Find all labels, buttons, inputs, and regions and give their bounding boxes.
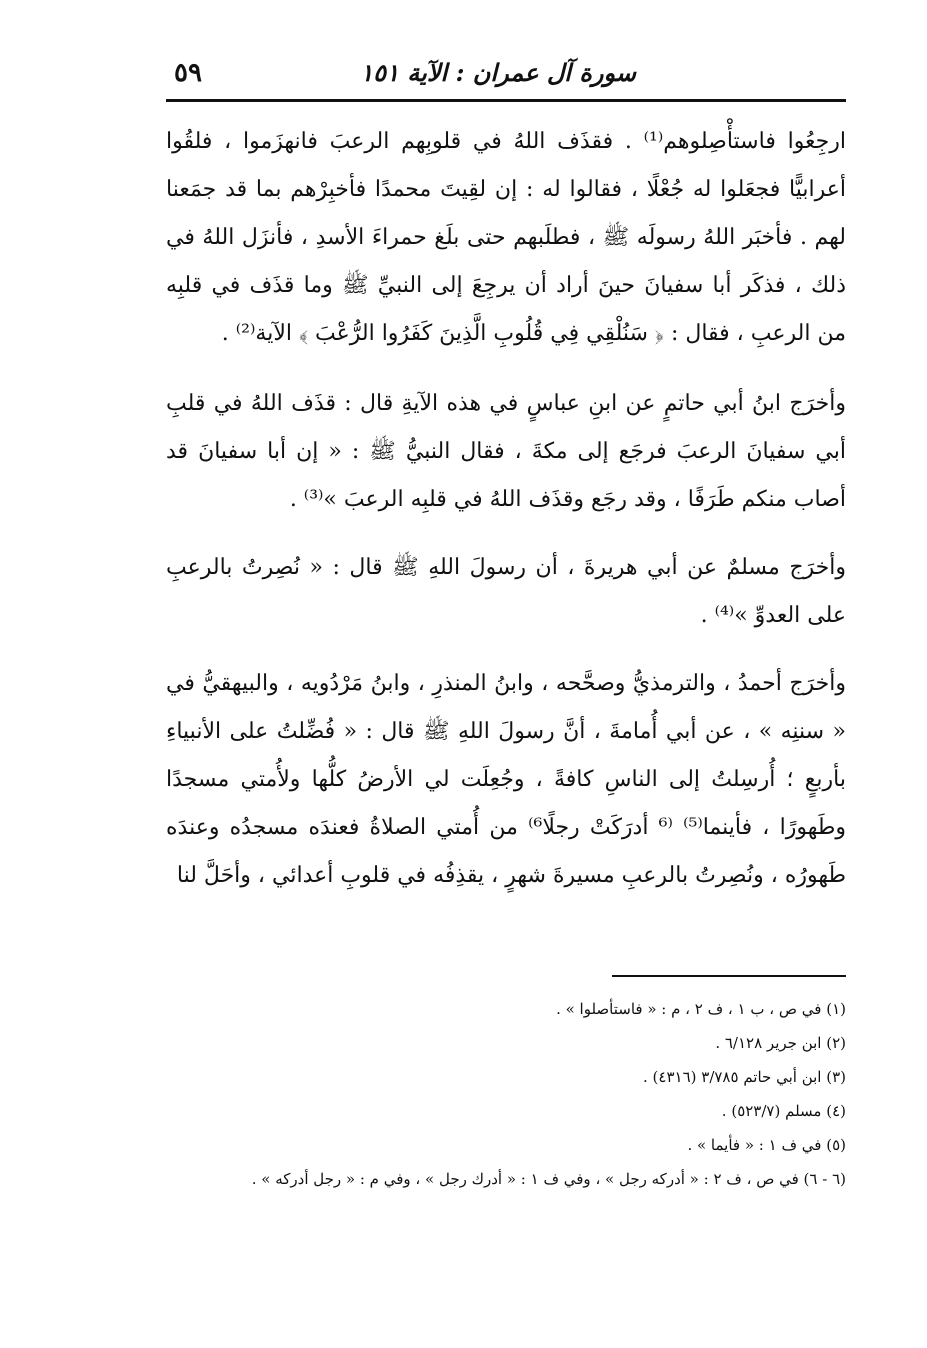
- footnote-4: (٤) مسلم (٥٢٣/٧) .: [721, 1102, 846, 1120]
- footnotes: [166, 992, 846, 1196]
- running-title: سورة آل عمران : الآية ١٥١: [360, 58, 636, 87]
- header-divider: [166, 99, 846, 102]
- footnote-divider: [612, 975, 846, 977]
- paragraph-2: وأخرَج ابنُ أبي حاتمٍ عن ابنِ عباسٍ في هذه الآيةِ قال : قذَف اللهُ في قلبِ أبي سفيانَ الرعبَ فرجَع إلى مكةَ ، فقال النبيُّ ﷺ : « إن أبا سفيانَ قد أصاب منكم طَرَفًا ، وقد رجَع وقذَف اللهُ في قلبِه الرعبَ »⁽³⁾ .: [166, 391, 846, 512]
- page-number: ٥٩: [174, 58, 202, 88]
- paragraph-1: ارجِعُوا فاستأْصِلوهم⁽¹⁾ . فقذَف اللهُ في قلوبِهم الرعبَ فانهزَموا ، فلقُوا أعرابيًّا فجعَلوا له جُعْلًا ، فقالوا له : إن لقِيتَ محمدًا فأخبِرْهم بما قد جمَعنا لهم . فأخبَر اللهُ رسولَه ﷺ ، فطلَبهم حتى بلَغ حمراءَ الأسدِ ، فأنزَل اللهُ في ذلك ، فذكَر أبا سفيانَ حينَ أراد أن يرجِعَ إلى النبيِّ ﷺ وما قذَف في قلبِه من الرعبِ ، فقال : ﴿ سَنُلْقِي فِي قُلُوبِ الَّذِينَ كَفَرُوا الرُّعْبَ ﴾ الآية⁽²⁾ .: [166, 129, 847, 346]
- page-header: [166, 56, 846, 96]
- footnote-1: (١) في ص ، ب ١ ، ف ٢ ، م : « فاستأصلوا » .: [556, 1000, 846, 1018]
- main-text: [166, 118, 846, 920]
- footnote-3: (٣) ابن أبي حاتم ٣/٧٨٥ (٤٣١٦) .: [643, 1068, 846, 1086]
- paragraph-4: وأخرَج أحمدُ ، والترمذيُّ وصحَّحه ، وابنُ المنذرِ ، وابنُ مَرْدُويه ، والبيهقيُّ في « سننِه » ، عن أبي أُمامةَ ، أنَّ رسولَ اللهِ ﷺ قال : « فُضِّلتُ على الأنبياءِ بأربعٍ ؛ أُرسِلتُ إلى الناسِ كافةً ، وجُعِلَت لي الأرضُ كلُّها ولأُمتي مسجدًا وطَهورًا ، فأينما⁽⁵⁾ ⁽⁶ أدرَكَتْ رجلًا⁶⁾ من أُمتي الصلاةُ فعندَه مسجدُه وعندَه طَهورُه ، ونُصِرتُ بالرعبِ مسيرةَ شهرٍ ، يقذِفُه في قلوبِ أعدائي ، وأحَلَّ لنا: [166, 671, 847, 888]
- footnote-5: (٥) في ف ١ : « فأيما » .: [687, 1136, 846, 1154]
- footnote-2: (٢) ابن جرير ٦/١٢٨ .: [715, 1034, 846, 1052]
- paragraph-3: وأخرَج مسلمٌ عن أبي هريرةَ ، أن رسولَ اللهِ ﷺ قال : « نُصِرتُ بالرعبِ على العدوِّ »⁽⁴⁾ .: [166, 555, 846, 628]
- footnote-6: (٦ - ٦) في ص ، ف ٢ : « أدركه رجل » ، وفي ف ١ : « أدرك رجل » ، وفي م : « رجل أدركه » .: [251, 1170, 846, 1188]
